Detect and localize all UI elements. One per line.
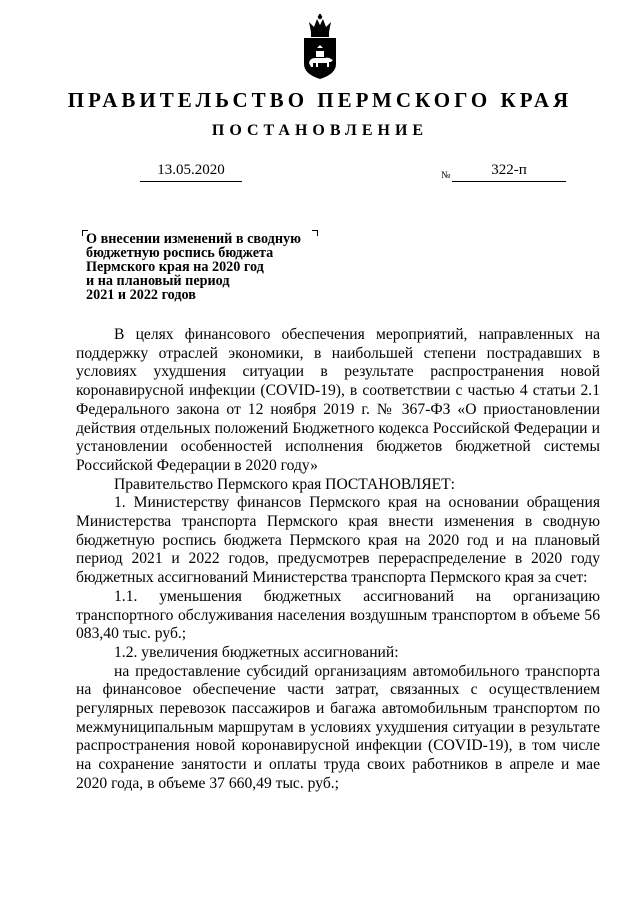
number-sign: № xyxy=(441,170,451,181)
subject-line: О внесении изменений в сводную xyxy=(86,231,301,247)
subject-bracket-right xyxy=(312,230,318,236)
paragraph-item-1-2: 1.2. увеличения бюджетных ассигнований: xyxy=(114,643,399,661)
document-subject xyxy=(86,232,301,302)
subject-line: бюджетную роспись бюджета xyxy=(86,245,274,261)
coat-of-arms-icon xyxy=(300,14,340,80)
document-body xyxy=(76,326,600,794)
paragraph-item-1: 1. Министерству финансов Пермского края на основании обращения Министерства транспорта Пермского края внести изменения в сводную бюджетную роспись бюджета Пермского края на 2020 год и на плановый период 2021 и 2022 годов, предусмотрев перераспределение в 2020 году бюджетных ассигнований Министерства транспорта Пермского края за счет: xyxy=(76,494,600,587)
paragraph-item-1-1: 1.1. уменьшения бюджетных ассигнований на организацию транспортного обслуживания населения воздушным транспортом в объеме 56 083,40 тыс. руб.; xyxy=(76,587,600,643)
paragraph-subsidies: на предоставление субсидий организациям автомобильного транспорта на финансовое обеспечение части затрат, связанных с осуществлением регулярных перевозок пассажиров и багажа автомобильным транспортом по межмуниципальным маршрутам в условиях ухудшения ситуации в результате распространения новой коронавирусной инфекции (COVID-19), в том числе на сохранение занятости и оплаты труда своих работников в апреле и мае 2020 года, в объеме 37 660,49 тыс. руб.; xyxy=(76,662,600,792)
document-number: 322-п xyxy=(452,159,566,182)
document-date: 13.05.2020 xyxy=(140,159,242,182)
subject-line: 2021 и 2022 годов xyxy=(86,287,196,303)
government-title: ПРАВИТЕЛЬСТВО ПЕРМСКОГО КРАЯ xyxy=(67,88,573,112)
subject-line: Пермского края на 2020 год xyxy=(86,259,264,275)
document-type: ПОСТАНОВЛЕНИЕ xyxy=(211,122,429,139)
subject-line: и на плановый период xyxy=(86,273,230,289)
paragraph-preamble: В целях финансового обеспечения мероприятий, направленных на поддержку отраслей экономики, в наибольшей степени пострадавших в условиях ухудшения ситуации в результате распространения новой коронавирусной инфекции (COVID-19), в соответствии с частью 4 статьи 2.1 Федерального закона от 12 ноября 2019 г. № 367-ФЗ «О приостановлении действия отдельных положений Бюджетного кодекса Российской Федерации и установлении особенностей исполнения бюджетов бюджетной системы Российской Федерации в 2020 году» xyxy=(76,326,600,474)
paragraph-resolves: Правительство Пермского края ПОСТАНОВЛЯЕТ: xyxy=(114,475,455,493)
